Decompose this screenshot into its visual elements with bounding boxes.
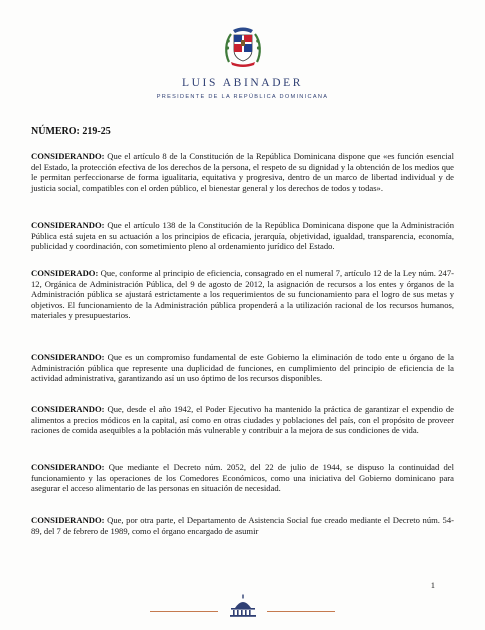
paragraph-text: Que mediante el Decreto núm. 2052, del 22 de julio de 1944, se dispuso la continuidad del funcionamiento y las operaciones de los Comedores Económicos, como una iniciativa del Gobierno dominicano para asegurar el acceso alimentario de las personas en situación de necesidad. bbox=[31, 462, 454, 494]
considerando-paragraph bbox=[31, 404, 454, 436]
paragraph-text: Que, desde el año 1942, el Poder Ejecutivo ha mantenido la práctica de garantizar el expendio de alimentos a precios módicos en la capital, así como en otras ciudades y poblaciones del país, con el propósito de proveer raciones de comida asequibles a la población más vulnerable y contribuir a la mejora de sus condiciones de vida. bbox=[31, 404, 454, 436]
decree-number: NÚMERO: 219-25 bbox=[31, 126, 111, 137]
paragraph-text: Que el artículo 138 de la Constitución de la República Dominicana dispone que la Administración Pública está sujeta en su actuación a los principios de eficacia, jerarquía, objetividad, igualdad, transparencia, economía, publicidad y coordinación, con sometimiento pleno al ordenamiento jurídico del Estado. bbox=[31, 220, 454, 252]
paragraph-text: Que, por otra parte, el Departamento de Asistencia Social fue creado mediante el Decreto núm. 54-89, del 7 de febrero de 1989, como el órgano encargado de asumir bbox=[31, 515, 454, 536]
paragraph-lead: CONSIDERANDO: bbox=[31, 404, 105, 414]
president-title: PRESIDENTE DE LA REPÚBLICA DOMINICANA bbox=[156, 94, 329, 100]
considerando-paragraph bbox=[31, 515, 454, 536]
paragraph-lead: CONSIDERANDO: bbox=[31, 462, 105, 472]
considerando-paragraph bbox=[31, 268, 454, 321]
page-number: 1 bbox=[430, 580, 435, 590]
considerando-paragraph bbox=[31, 462, 454, 494]
considerando-paragraph bbox=[31, 151, 454, 193]
paragraph-text: Que es un compromiso fundamental de este Gobierno la eliminación de todo ente u órgano de la Administración pública que represente una duplicidad de funciones, en cumplimiento del principio de eficiencia de la actividad administrativa, garantizando así un uso óptimo de los recursos disponibles. bbox=[31, 352, 454, 384]
paragraph-lead: CONSIDERANDO: bbox=[31, 352, 105, 362]
paragraph-lead: CONSIDERADO: bbox=[31, 268, 99, 278]
palace-dome-icon bbox=[227, 594, 259, 618]
footer-rule-right bbox=[267, 611, 335, 612]
considerando-paragraph bbox=[31, 220, 454, 252]
president-name: LUIS ABINADER bbox=[181, 77, 303, 89]
paragraph-lead: CONSIDERANDO: bbox=[31, 220, 105, 230]
considerando-paragraph bbox=[31, 352, 454, 384]
footer-rule-left bbox=[150, 611, 218, 612]
paragraph-text: Que el artículo 8 de la Constitución de la República Dominicana dispone que «es función esencial del Estado, la protección efectiva de los derechos de la persona, el respeto de su dignidad y la obtención de los medios que le permitan perfeccionarse de forma igualitaria, equitativa y progresiva, dentro de un marco de libertad individual y de justicia social, compatibles con el orden público, el bienestar general y los derechos de todos y todas». bbox=[31, 151, 454, 193]
paragraph-lead: CONSIDERANDO: bbox=[31, 151, 105, 161]
coat-of-arms-icon bbox=[223, 24, 263, 68]
paragraph-lead: CONSIDERANDO: bbox=[31, 515, 105, 525]
paragraph-text: Que, conforme al principio de eficiencia, consagrado en el numeral 7, artículo 12 de la Ley núm. 247-12, Orgánica de Administración Pública, del 9 de agosto de 2012, la asignación de recursos a los entes y órganos de la Administración pública se ajustará estrictamente a los requerimientos de su funcionamiento para el logro de sus metas y objetivos. El funcionamiento de la Administración pública propenderá a la utilización racional de los recursos humanos, materiales y presupuestarios. bbox=[31, 268, 454, 321]
